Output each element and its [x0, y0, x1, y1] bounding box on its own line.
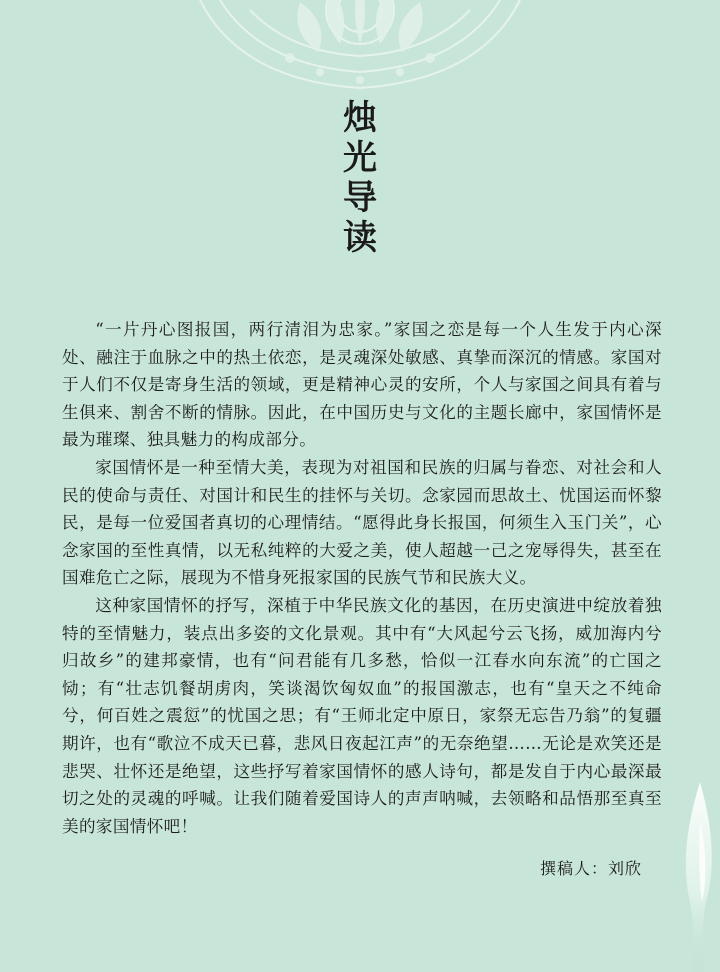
paragraph: 家国情怀是一种至情大美，表现为对祖国和民族的归属与眷恋、对社会和人民的使命与责任、对国计和民生的挂怀与关切。念家园而思故土、忧国运而怀黎民，是每一位爱国者真切的心理情结。“愿得此身长报国，何须生入玉门关”，心念家国的至性真情，以无私纯粹的大爱之美，使人超越一己之宠辱得失，甚至在国难危亡之际，展现为不惜身死报家国的民族气节和民族大义。: [62, 457, 662, 588]
title-char: 读: [343, 218, 377, 258]
paragraph: “一片丹心图报国，两行清泪为忠家。”家国之恋是每一个人生发于内心深处、融注于血脉之中的热土依恋，是灵魂深处敏感、真挚而深沉的情感。家国对于人们不仅是寄身生活的领域，更是精神心灵的安所，个人与家国之间具有着与生俱来、割舍不断的情脉。因此，在中国历史与文化的主题长廊中，家国情怀是最为璀璨、独具魅力的构成部分。: [62, 320, 662, 450]
body-text: [62, 316, 662, 840]
paragraph: 这种家国情怀的抒写，深植于中华民族文化的基因，在历史演进中绽放着独特的至情魅力，装点出多姿的文化景观。其中有“大风起兮云飞扬，威加海内兮归故乡”的建邦豪情，也有“问君能有几多愁，恰似一江春水向东流”的亡国之恸；有“壮志饥餐胡虏肉，笑谈渴饮匈奴血”的报国激志，也有“皇天之不纯命兮，何百姓之震愆”的忧国之思；有“王师北定中原日，家祭无忘告乃翁”的复疆期许，也有“歌泣不成天已暮，悲风日夜起江声”的无奈绝望……无论是欢笑还是悲哭、壮怀还是绝望，这些抒写着家国情怀的感人诗句，都是发自于内心最深最切之处的灵魂的呼喊。让我们随着爱国诗人的声声呐喊，去领略和品悟那至真至美的家国情怀吧！: [62, 595, 662, 836]
lotus-ornament-icon: [180, 0, 540, 90]
candle-flame-icon: [670, 782, 720, 972]
author-credit: 撰稿人：刘欣: [539, 859, 642, 878]
page-title: [328, 98, 392, 258]
title-char: 光: [343, 138, 377, 178]
title-char: 导: [343, 178, 377, 218]
title-char: 烛: [343, 98, 377, 138]
